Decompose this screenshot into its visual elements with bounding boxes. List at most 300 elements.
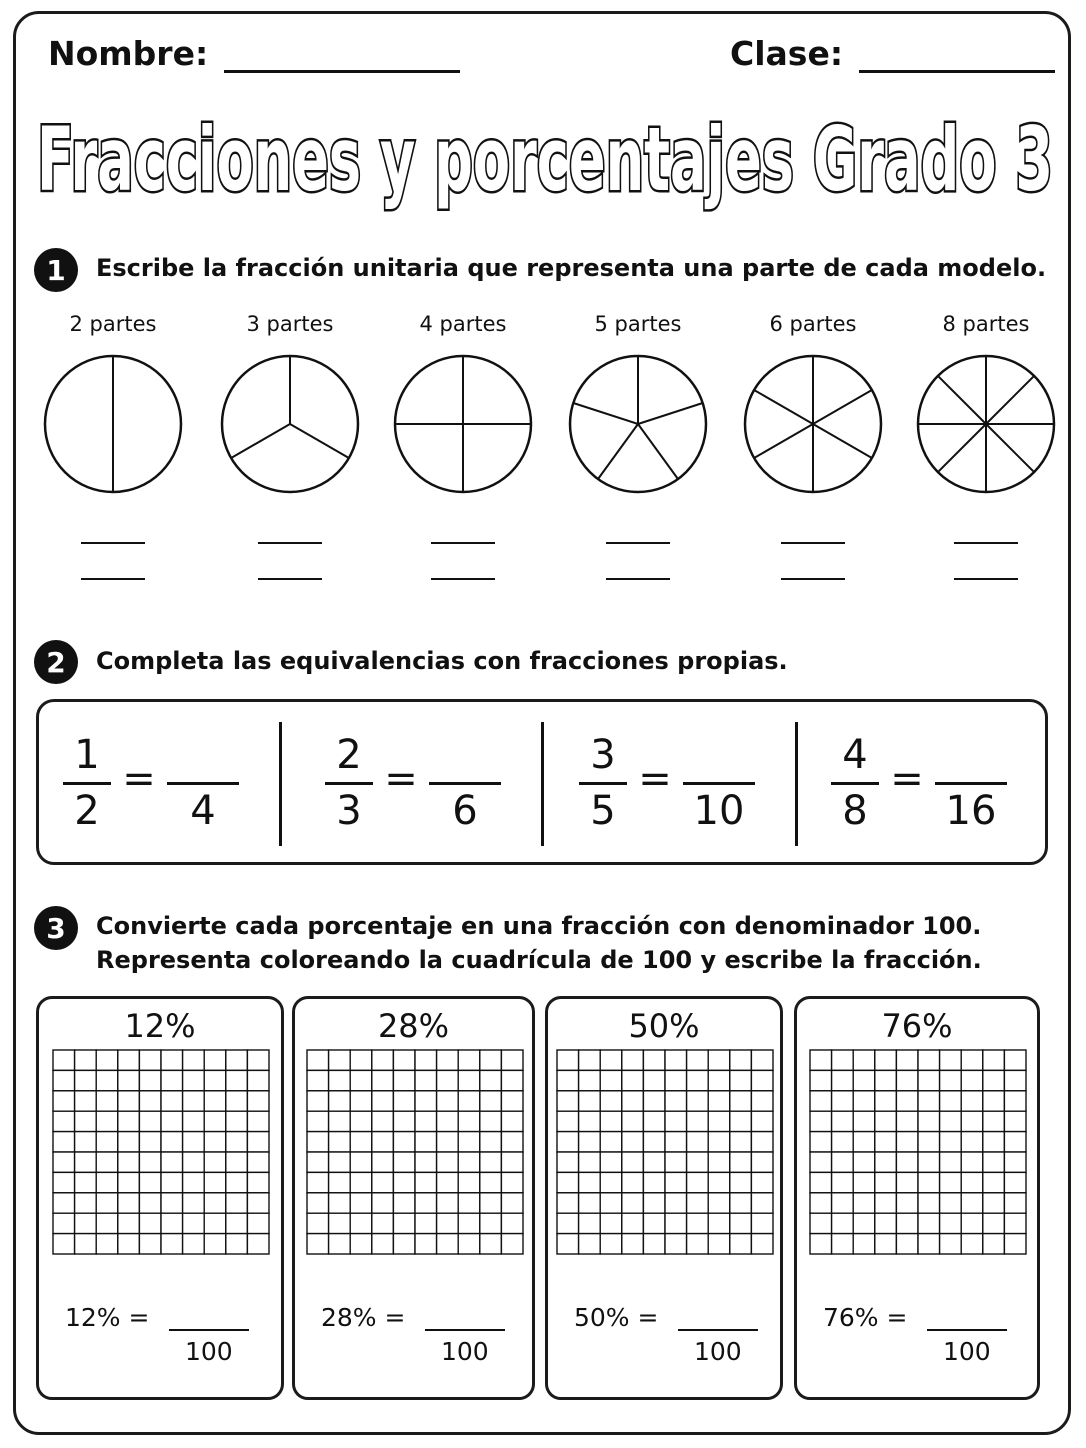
grid-cell: [247, 1234, 269, 1254]
grid-cell: [415, 1213, 437, 1233]
grid-cell: [96, 1172, 118, 1192]
grid-cell: [875, 1213, 897, 1233]
denominator-100: 100: [694, 1337, 742, 1366]
grid-cell: [961, 1050, 983, 1070]
grid-cell: [350, 1091, 372, 1111]
percent-heading: 28%: [377, 1007, 450, 1045]
grid-cell: [961, 1111, 983, 1131]
grid-cell: [832, 1111, 854, 1131]
percent-heading: 12%: [124, 1007, 196, 1045]
grid-cell: [161, 1152, 183, 1172]
grid-cell: [918, 1111, 940, 1131]
grid-cell: [415, 1234, 437, 1254]
question-2: [34, 640, 788, 684]
question-number-badge: 1: [34, 248, 78, 292]
grid-cell: [53, 1234, 75, 1254]
denominator-blank[interactable]: [431, 578, 495, 580]
grid-cell: [328, 1234, 350, 1254]
grid-cell: [204, 1234, 226, 1254]
grid-cell: [557, 1193, 579, 1213]
grid-cell: [393, 1111, 415, 1131]
grid-cell: [708, 1070, 730, 1090]
question-2-instruction: Completa las equivalencias con fracciones propias.: [96, 647, 788, 675]
denominator-blank[interactable]: [81, 578, 145, 580]
grid-cell: [557, 1091, 579, 1111]
grid-cell: [622, 1213, 644, 1233]
grid-cell: [730, 1213, 752, 1233]
percent-equation: 76% =: [823, 1303, 908, 1332]
grid-cell: [226, 1172, 248, 1192]
grid-cell: [96, 1213, 118, 1233]
grid-cell: [600, 1152, 622, 1172]
grid-cell: [307, 1111, 329, 1131]
grid-cell: [896, 1070, 918, 1090]
grid-cell: [415, 1111, 437, 1131]
grid-cell: [436, 1152, 458, 1172]
grid-cell: [139, 1091, 161, 1111]
class-label: Clase:: [730, 34, 844, 73]
grid-cell: [896, 1193, 918, 1213]
grid-cell: [247, 1070, 269, 1090]
grid-cell: [751, 1172, 773, 1192]
grid-cell: [458, 1070, 480, 1090]
grid-cell: [687, 1152, 709, 1172]
grid-cell: [896, 1152, 918, 1172]
grid-cell: [896, 1111, 918, 1131]
class-field[interactable]: [730, 34, 1055, 73]
fraction-model: [210, 312, 370, 336]
grid-cell: [918, 1172, 940, 1192]
grid-cell: [853, 1132, 875, 1152]
grid-cell: [183, 1172, 205, 1192]
grid-cell: [458, 1152, 480, 1172]
grid-cell: [810, 1234, 832, 1254]
grid-cell: [436, 1111, 458, 1131]
grid-cell: [204, 1111, 226, 1131]
grid-cell: [53, 1213, 75, 1233]
numerator-blank[interactable]: [781, 542, 845, 544]
grid-cell: [1004, 1132, 1026, 1152]
question-number-badge: 2: [34, 640, 78, 684]
grid-cell: [328, 1050, 350, 1070]
grid-cell: [118, 1213, 140, 1233]
grid-cell: [730, 1091, 752, 1111]
grid-cell: [118, 1172, 140, 1192]
equals-sign: =: [122, 756, 156, 802]
grid-cell: [810, 1070, 832, 1090]
grid-cell: [832, 1091, 854, 1111]
grid-cell: [307, 1172, 329, 1192]
grid-cell: [751, 1132, 773, 1152]
numerator-blank[interactable]: [425, 1329, 505, 1331]
grid-cell: [75, 1234, 97, 1254]
grid-cell: [622, 1234, 644, 1254]
grid-cell: [328, 1152, 350, 1172]
question-number-badge: 3: [34, 906, 78, 950]
hundred-grid[interactable]: [52, 1049, 270, 1255]
grid-cell: [918, 1091, 940, 1111]
grid-cell: [853, 1172, 875, 1192]
grid-cell: [436, 1213, 458, 1233]
grid-cell: [371, 1091, 393, 1111]
grid-cell: [350, 1213, 372, 1233]
grid-cell: [328, 1132, 350, 1152]
grid-cell: [961, 1193, 983, 1213]
grid-cell: [810, 1050, 832, 1070]
fraction-bar: [831, 782, 879, 785]
grid-cell: [875, 1111, 897, 1131]
grid-cell: [371, 1132, 393, 1152]
fraction-model: [558, 312, 718, 336]
grid-cell: [940, 1050, 962, 1070]
numerator-blank[interactable]: [606, 542, 670, 544]
answer-numerator-blank[interactable]: [935, 782, 1007, 785]
grid-cell: [918, 1213, 940, 1233]
grid-cell: [161, 1172, 183, 1192]
grid-cell: [75, 1152, 97, 1172]
grid-cell: [247, 1111, 269, 1131]
grid-cell: [708, 1050, 730, 1070]
grid-cell: [53, 1172, 75, 1192]
grid-cell: [226, 1111, 248, 1131]
grid-cell: [53, 1070, 75, 1090]
grid-cell: [832, 1152, 854, 1172]
hundred-grid[interactable]: [809, 1049, 1027, 1255]
grid-cell: [832, 1132, 854, 1152]
numerator-blank[interactable]: [431, 542, 495, 544]
grid-cell: [393, 1091, 415, 1111]
answer-numerator-blank[interactable]: [683, 782, 755, 785]
grid-cell: [371, 1050, 393, 1070]
grid-cell: [393, 1050, 415, 1070]
divider: [795, 722, 798, 846]
grid-cell: [600, 1213, 622, 1233]
grid-cell: [983, 1091, 1005, 1111]
numerator-blank[interactable]: [258, 542, 322, 544]
grid-cell: [896, 1234, 918, 1254]
grid-cell: [501, 1111, 523, 1131]
grid-cell: [247, 1132, 269, 1152]
numerator-blank[interactable]: [81, 542, 145, 544]
grid-cell: [161, 1234, 183, 1254]
grid-cell: [204, 1213, 226, 1233]
grid-cell: [853, 1193, 875, 1213]
circle-5-parts[interactable]: [566, 352, 710, 496]
grid-cell: [350, 1172, 372, 1192]
percent-heading: 50%: [628, 1007, 700, 1045]
grid-cell: [75, 1172, 97, 1192]
grid-cell: [53, 1050, 75, 1070]
grid-cell: [751, 1050, 773, 1070]
grid-cell: [708, 1152, 730, 1172]
page-title-text: Fracciones y porcentajes Grado 3: [37, 108, 1053, 211]
grid-cell: [328, 1193, 350, 1213]
grid-cell: [708, 1193, 730, 1213]
grid-cell: [458, 1234, 480, 1254]
grid-cell: [557, 1234, 579, 1254]
grid-cell: [751, 1070, 773, 1090]
grid-cell: [832, 1213, 854, 1233]
grid-cell: [501, 1091, 523, 1111]
grid-cell: [183, 1193, 205, 1213]
grid-cell: [139, 1152, 161, 1172]
grid-cell: [687, 1234, 709, 1254]
grid-cell: [708, 1213, 730, 1233]
grid-cell: [139, 1213, 161, 1233]
grid-cell: [393, 1152, 415, 1172]
grid-cell: [1004, 1172, 1026, 1192]
numerator: 4: [842, 732, 868, 778]
grid-cell: [393, 1070, 415, 1090]
grid-cell: [479, 1111, 501, 1131]
grid-cell: [708, 1091, 730, 1111]
grid-cell: [183, 1152, 205, 1172]
grid-cell: [853, 1070, 875, 1090]
grid-cell: [665, 1132, 687, 1152]
hundred-grid[interactable]: [306, 1049, 524, 1255]
grid-cell: [643, 1152, 665, 1172]
grid-cell: [1004, 1152, 1026, 1172]
percent-equation: 28% =: [321, 1303, 406, 1332]
grid-cell: [53, 1152, 75, 1172]
grid-cell: [350, 1111, 372, 1131]
grid-cell: [204, 1172, 226, 1192]
target-denominator: 10: [693, 788, 745, 834]
circle-6-parts[interactable]: [741, 352, 885, 496]
numerator-blank[interactable]: [927, 1329, 1007, 1331]
grid-cell: [853, 1050, 875, 1070]
grid-cell: [643, 1213, 665, 1233]
grid-cell: [75, 1193, 97, 1213]
grid-cell: [810, 1132, 832, 1152]
name-field[interactable]: [48, 34, 460, 73]
answer-numerator-blank[interactable]: [429, 782, 501, 785]
grid-cell: [75, 1050, 97, 1070]
grid-cell: [479, 1152, 501, 1172]
grid-cell: [458, 1091, 480, 1111]
grid-cell: [983, 1050, 1005, 1070]
grid-cell: [226, 1070, 248, 1090]
grid-cell: [75, 1111, 97, 1131]
grid-cell: [832, 1193, 854, 1213]
grid-cell: [665, 1070, 687, 1090]
grid-cell: [810, 1152, 832, 1172]
grid-cell: [708, 1234, 730, 1254]
grid-cell: [557, 1152, 579, 1172]
class-blank-line[interactable]: [859, 36, 1055, 73]
fraction-model: [383, 312, 543, 336]
denominator-blank[interactable]: [954, 578, 1018, 580]
grid-cell: [307, 1132, 329, 1152]
grid-cell: [730, 1193, 752, 1213]
grid-cell: [751, 1213, 773, 1233]
grid-cell: [118, 1193, 140, 1213]
answer-numerator-blank[interactable]: [167, 782, 239, 785]
grid-cell: [436, 1132, 458, 1152]
grid-cell: [501, 1234, 523, 1254]
grid-cell: [751, 1193, 773, 1213]
numerator-blank[interactable]: [954, 542, 1018, 544]
target-denominator: 6: [452, 788, 478, 834]
grid-cell: [622, 1050, 644, 1070]
grid-cell: [665, 1193, 687, 1213]
grid-cell: [53, 1111, 75, 1131]
grid-cell: [96, 1152, 118, 1172]
fraction-model: [33, 312, 193, 336]
grid-cell: [371, 1213, 393, 1233]
fraction-model: [733, 312, 893, 336]
grid-cell: [940, 1234, 962, 1254]
grid-cell: [458, 1132, 480, 1152]
grid-cell: [1004, 1213, 1026, 1233]
grid-cell: [810, 1091, 832, 1111]
parts-label: 6 partes: [769, 312, 857, 336]
grid-cell: [118, 1091, 140, 1111]
grid-cell: [810, 1172, 832, 1192]
denominator-100: 100: [943, 1337, 991, 1366]
grid-cell: [983, 1070, 1005, 1090]
grid-cell: [557, 1213, 579, 1233]
grid-cell: [730, 1111, 752, 1131]
grid-cell: [204, 1091, 226, 1111]
grid-cell: [328, 1172, 350, 1192]
parts-label: 2 partes: [69, 312, 157, 336]
grid-cell: [875, 1172, 897, 1192]
fraction-bar: [325, 782, 373, 785]
grid-cell: [918, 1193, 940, 1213]
denominator-100: 100: [185, 1337, 233, 1366]
grid-cell: [226, 1152, 248, 1172]
grid-cell: [183, 1132, 205, 1152]
equivalences-box: [36, 699, 1048, 865]
percent-card: [36, 996, 284, 1400]
name-blank-line[interactable]: [224, 36, 460, 73]
grid-cell: [96, 1234, 118, 1254]
grid-cell: [832, 1172, 854, 1192]
grid-cell: [961, 1091, 983, 1111]
grid-cell: [458, 1050, 480, 1070]
grid-cell: [247, 1152, 269, 1172]
question-3-instruction-line1: Convierte cada porcentaje en una fracción con denominador 100.: [96, 912, 982, 940]
hundred-grid[interactable]: [556, 1049, 774, 1255]
grid-cell: [415, 1132, 437, 1152]
grid-cell: [940, 1172, 962, 1192]
grid-cell: [579, 1111, 601, 1131]
grid-cell: [307, 1152, 329, 1172]
denominator: 3: [336, 788, 362, 834]
grid-cell: [96, 1070, 118, 1090]
denominator-100: 100: [441, 1337, 489, 1366]
grid-cell: [918, 1070, 940, 1090]
grid-cell: [940, 1152, 962, 1172]
grid-cell: [436, 1172, 458, 1192]
grid-cell: [665, 1234, 687, 1254]
grid-cell: [875, 1091, 897, 1111]
grid-cell: [557, 1132, 579, 1152]
grid-cell: [415, 1050, 437, 1070]
percent-card: [292, 996, 535, 1400]
grid-cell: [183, 1111, 205, 1131]
grid-cell: [96, 1132, 118, 1152]
grid-cell: [983, 1234, 1005, 1254]
circle-3-parts[interactable]: [218, 352, 362, 496]
circle-8-parts[interactable]: [914, 352, 1058, 496]
page-title: [30, 96, 1060, 220]
grid-cell: [853, 1234, 875, 1254]
denominator: 5: [590, 788, 616, 834]
grid-cell: [983, 1132, 1005, 1152]
grid-cell: [600, 1070, 622, 1090]
grid-cell: [896, 1091, 918, 1111]
grid-cell: [118, 1152, 140, 1172]
grid-cell: [940, 1193, 962, 1213]
grid-cell: [350, 1193, 372, 1213]
grid-cell: [875, 1152, 897, 1172]
divider: [279, 722, 282, 846]
question-3: [34, 906, 982, 977]
grid-cell: [96, 1193, 118, 1213]
grid-cell: [161, 1193, 183, 1213]
grid-cell: [665, 1050, 687, 1070]
numerator-blank[interactable]: [678, 1329, 758, 1331]
grid-cell: [961, 1213, 983, 1233]
percent-card: [794, 996, 1040, 1400]
denominator-blank[interactable]: [258, 578, 322, 580]
equals-sign: =: [384, 756, 418, 802]
grid-cell: [415, 1152, 437, 1172]
grid-cell: [622, 1132, 644, 1152]
grid-cell: [183, 1070, 205, 1090]
grid-cell: [643, 1070, 665, 1090]
grid-cell: [161, 1111, 183, 1131]
grid-cell: [415, 1193, 437, 1213]
grid-cell: [600, 1234, 622, 1254]
grid-cell: [687, 1091, 709, 1111]
target-denominator: 16: [945, 788, 997, 834]
circle-4-parts[interactable]: [391, 352, 535, 496]
grid-cell: [328, 1091, 350, 1111]
grid-cell: [579, 1234, 601, 1254]
grid-cell: [961, 1070, 983, 1090]
grid-cell: [940, 1132, 962, 1152]
grid-cell: [751, 1111, 773, 1131]
equals-sign: =: [638, 756, 672, 802]
circle-2-parts[interactable]: [41, 352, 185, 496]
grid-cell: [579, 1050, 601, 1070]
denominator-blank[interactable]: [781, 578, 845, 580]
grid-cell: [371, 1070, 393, 1090]
grid-cell: [96, 1111, 118, 1131]
grid-cell: [183, 1091, 205, 1111]
grid-cell: [961, 1152, 983, 1172]
denominator-blank[interactable]: [606, 578, 670, 580]
grid-cell: [875, 1193, 897, 1213]
grid-cell: [75, 1070, 97, 1090]
grid-cell: [371, 1111, 393, 1131]
numerator-blank[interactable]: [169, 1329, 249, 1331]
grid-cell: [350, 1050, 372, 1070]
grid-cell: [832, 1234, 854, 1254]
fraction-bar: [63, 782, 111, 785]
grid-cell: [579, 1172, 601, 1192]
grid-cell: [350, 1234, 372, 1254]
grid-cell: [665, 1091, 687, 1111]
grid-cell: [350, 1132, 372, 1152]
grid-cell: [983, 1152, 1005, 1172]
grid-cell: [479, 1213, 501, 1233]
grid-cell: [853, 1213, 875, 1233]
grid-cell: [204, 1152, 226, 1172]
